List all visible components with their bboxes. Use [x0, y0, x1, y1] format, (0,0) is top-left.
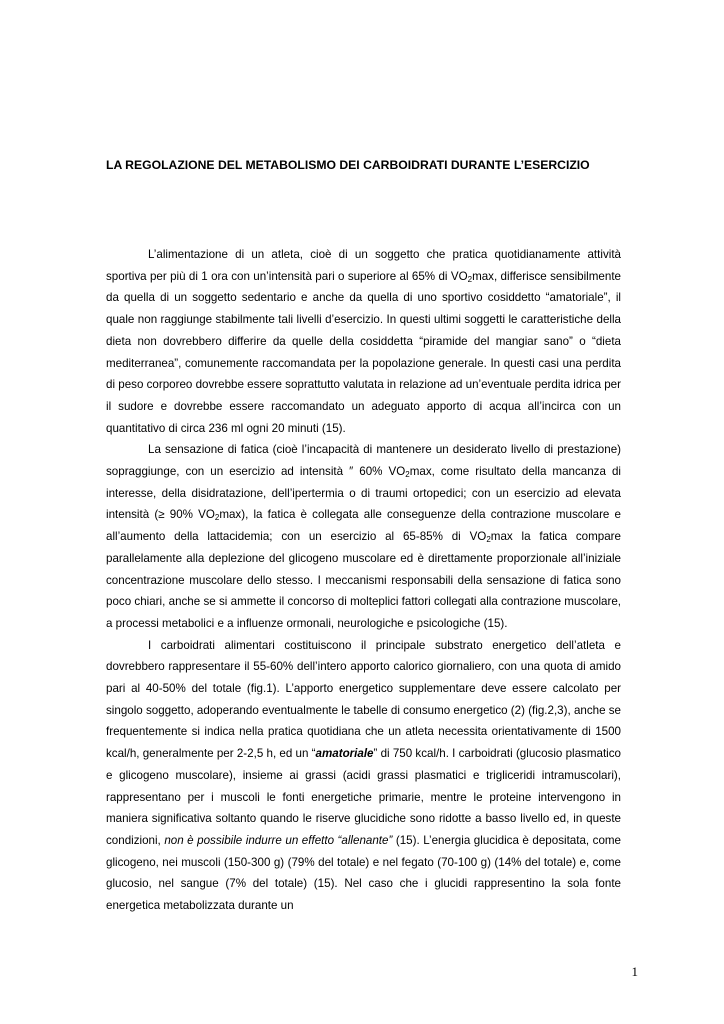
- paragraph-3: [106, 635, 621, 917]
- paragraph-2-text-c: max), la fatica è collegata alle conseguenze della contrazione muscolare e all’aumento della lattacidemia; con un esercizio al 65-85% di VO: [106, 508, 621, 544]
- page-title: LA REGOLAZIONE DEL METABOLISMO DEI CARBOIDRATI DURANTE L’ESERCIZIO: [106, 158, 590, 172]
- paragraph-1: [106, 244, 621, 439]
- emphasis-effetto-allenante: non è possibile indurre un effetto “allenante”: [164, 833, 393, 847]
- page-number: 1: [631, 964, 638, 979]
- paragraph-3-text-c: (15). L’energia glucidica è depositata, come glicogeno, nei muscoli (150-300 g) (79% del totale) e nel fegato (70-100 g) (14% del totale) e, come glucosio, nel sangue (7% del totale) (15). Nel caso che i glucidi rappresentino la sola fonte energetica metabolizzata durante un: [106, 833, 621, 913]
- paragraph-1-text-b: max, differisce sensibilmente da quella di un soggetto sedentario e anche da quella di uno sportivo cosiddetto “amatoriale”, il quale non raggiunge stabilmente tali livelli d’esercizio. In questi ultimi soggetti le caratteristiche della dieta non dovrebbero differire da quelle della cosiddetta “piramide del mangiar sano” o “dieta mediterranea”, comunemente raccomandata per la popolazione generale. In questi casi una perdita di peso corporeo dovrebbe essere soprattutto valutata in relazione ad un’eventuale perdita idrica per il sudore e dovrebbe essere raccomandato un adeguato apporto di acqua all’incirca con un quantitativo di circa 236 ml ogni 20 minuti (15).: [106, 269, 621, 435]
- paragraph-2: [106, 439, 621, 634]
- paragraph-2-text-d: max la fatica compare parallelamente alla deplezione del glicogeno muscolare ed è direttamente proporzionale all’iniziale concentrazione muscolare dello stesso. I meccanismi responsabili della sensazione di fatica sono poco chiari, anche se si ammette il concorso di molteplici fattori collegati alla contrazione muscolare, a processi metabolici e a influenze ormonali, neurologiche e psicologiche (15).: [106, 530, 621, 630]
- paragraph-3-text-b: ” di 750 kcal/h. I carboidrati (glucosio plasmatico e glicogeno muscolare), insieme ai grassi (acidi grassi plasmatici e trigliceridi intramuscolari), rappresentano per i muscoli le fonti energetiche primarie, mentre le proteine intervengono in maniera significativa soltanto quando le riserve glucidiche sono ridotte a basso livello ed, in queste condizioni,: [106, 747, 621, 847]
- emphasis-amatoriale: amatoriale: [315, 747, 374, 761]
- subscript: 2: [405, 470, 410, 480]
- subscript: 2: [486, 535, 491, 545]
- body-text: [106, 244, 621, 917]
- paragraph-1-text-a: L’alimentazione di un atleta, cioè di un soggetto che pratica quotidianamente attività sportiva per più di 1 ora con un’intensità pari o superiore al 65% di VO: [106, 248, 621, 283]
- subscript: 2: [467, 274, 473, 284]
- paragraph-2-text-a: La sensazione di fatica (cioè l’incapacità di mantenere un desiderato livello di prestazione) sopraggiunge, con un esercizio ad intensità ″ 60% VO: [106, 443, 621, 479]
- paragraph-2-text-b: max, come risultato della mancanza di interesse, della disidratazione, dell’ipertermia o di traumi ortopedici; con un esercizio ad elevata intensità (≥ 90% VO: [106, 465, 621, 522]
- subscript: 2: [214, 513, 220, 523]
- paragraph-3-text-a: I carboidrati alimentari costituiscono il principale substrato energetico dell’atleta e dovrebbero rappresentare il 55-60% dell’intero apporto calorico giornaliero, con una quota di amido pari al 40-50% del totale (fig.1). L’apporto energetico supplementare deve essere calcolato per singolo soggetto, adoperando eventualmente le tabelle di consumo energetico (2) (fig.2,3), anche se frequentemente si indica nella pratica quotidiana che un atleta necessita orientativamente di 1500 kcal/h, generalmente per 2-2,5 h, ed un “: [106, 638, 621, 761]
